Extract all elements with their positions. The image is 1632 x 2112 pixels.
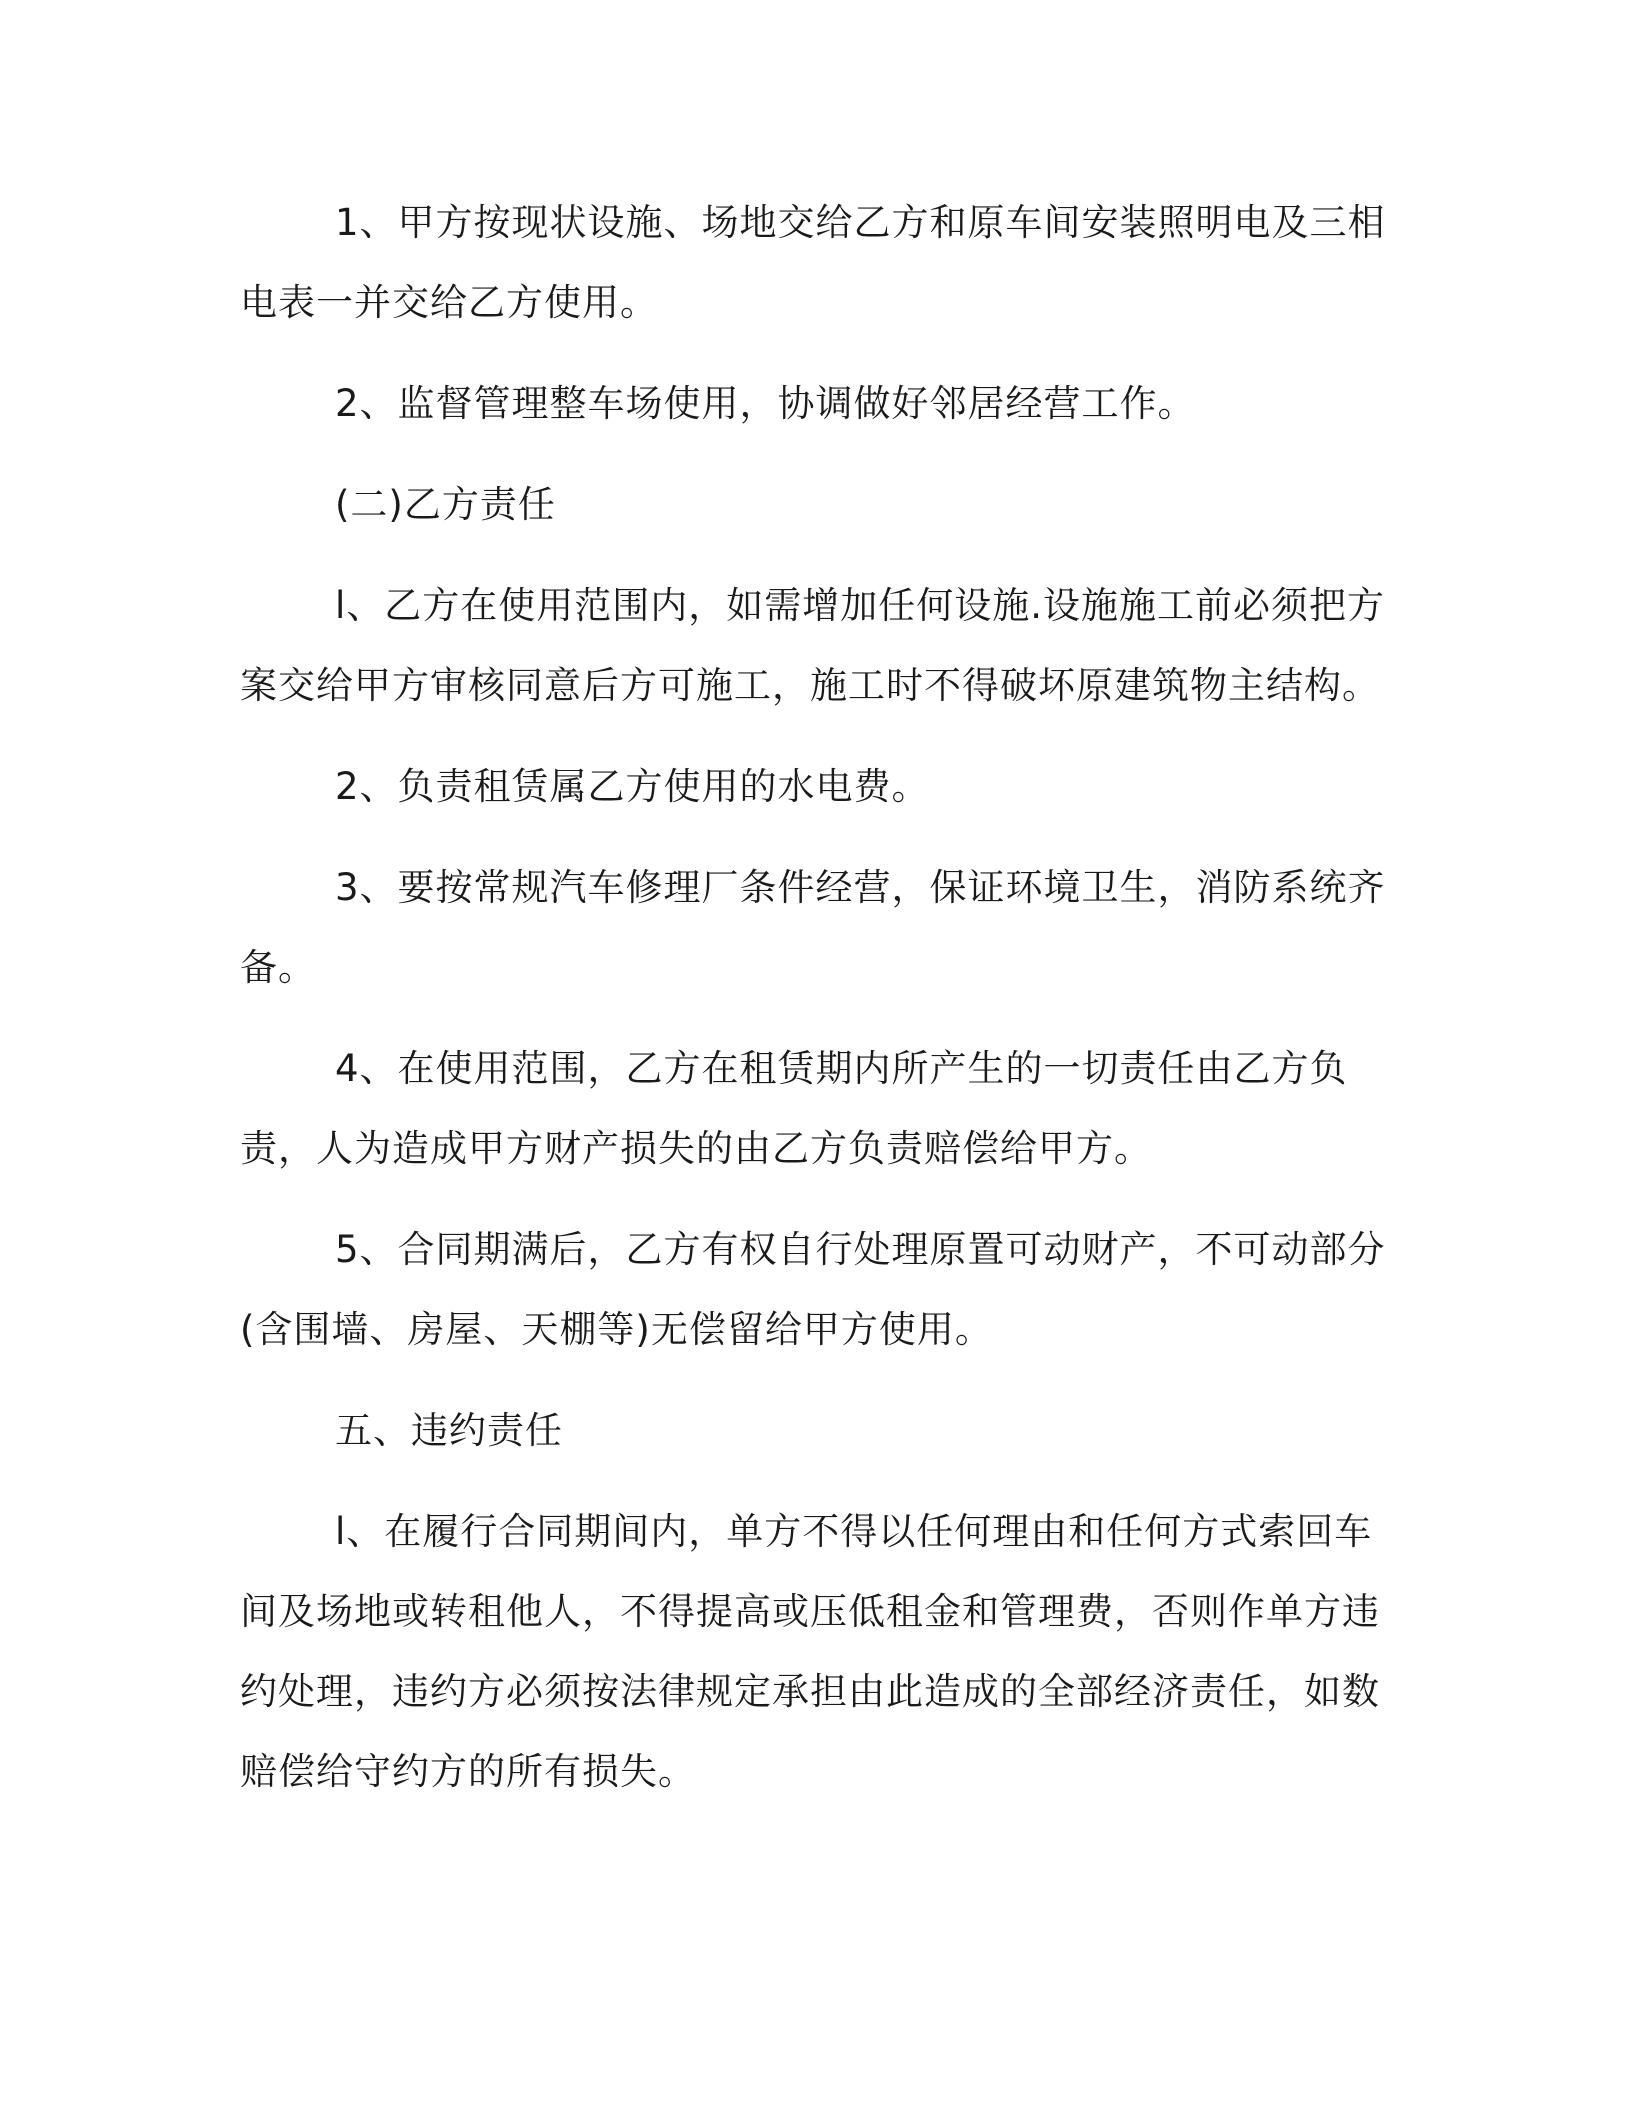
paragraph-breach-1: l、在履行合同期间内，单方不得以任何理由和任何方式索回车间及场地或转租他人，不得提高或压低租金和管理费，否则作单方违约处理，违约方必须按法律规定承担由此造成的全部经济责任，如数赔偿给守约方的所有损失。 — [240, 1510, 1380, 1793]
paragraph-party-b-duty-2: 2、负责租赁属乙方使用的水电费。 — [335, 765, 930, 808]
paragraph-party-a-duty-1: 1、甲方按现状设施、场地交给乙方和原车间安装照明电及三相电表一并交给乙方使用。 — [240, 201, 1386, 324]
paragraph-party-a-duty-2: 2、监督管理整车场使用，协调做好邻居经营工作。 — [335, 382, 1196, 425]
paragraph-party-b-duty-5: 5、合同期满后，乙方有权自行处理原置可动财产，不可动部分(含围墙、房屋、天棚等)无偿留给甲方使用。 — [240, 1228, 1386, 1351]
paragraph-party-b-duty-1: l、乙方在使用范围内，如需增加任何设施.设施施工前必须把方案交给甲方审核同意后方可施工，施工时不得破坏原建筑物主结构。 — [240, 584, 1386, 707]
paragraph-party-b-duty-4: 4、在使用范围，乙方在租赁期内所产生的一切责任由乙方负责，人为造成甲方财产损失的由乙方负责赔偿给甲方。 — [240, 1047, 1348, 1170]
section-heading-party-b: (二)乙方责任 — [335, 483, 556, 526]
section-heading-breach: 五、违约责任 — [335, 1409, 563, 1452]
paragraph-party-b-duty-3: 3、要按常规汽车修理厂条件经营，保证环境卫生，消防系统齐备。 — [240, 866, 1386, 989]
document-body — [240, 183, 1390, 1833]
